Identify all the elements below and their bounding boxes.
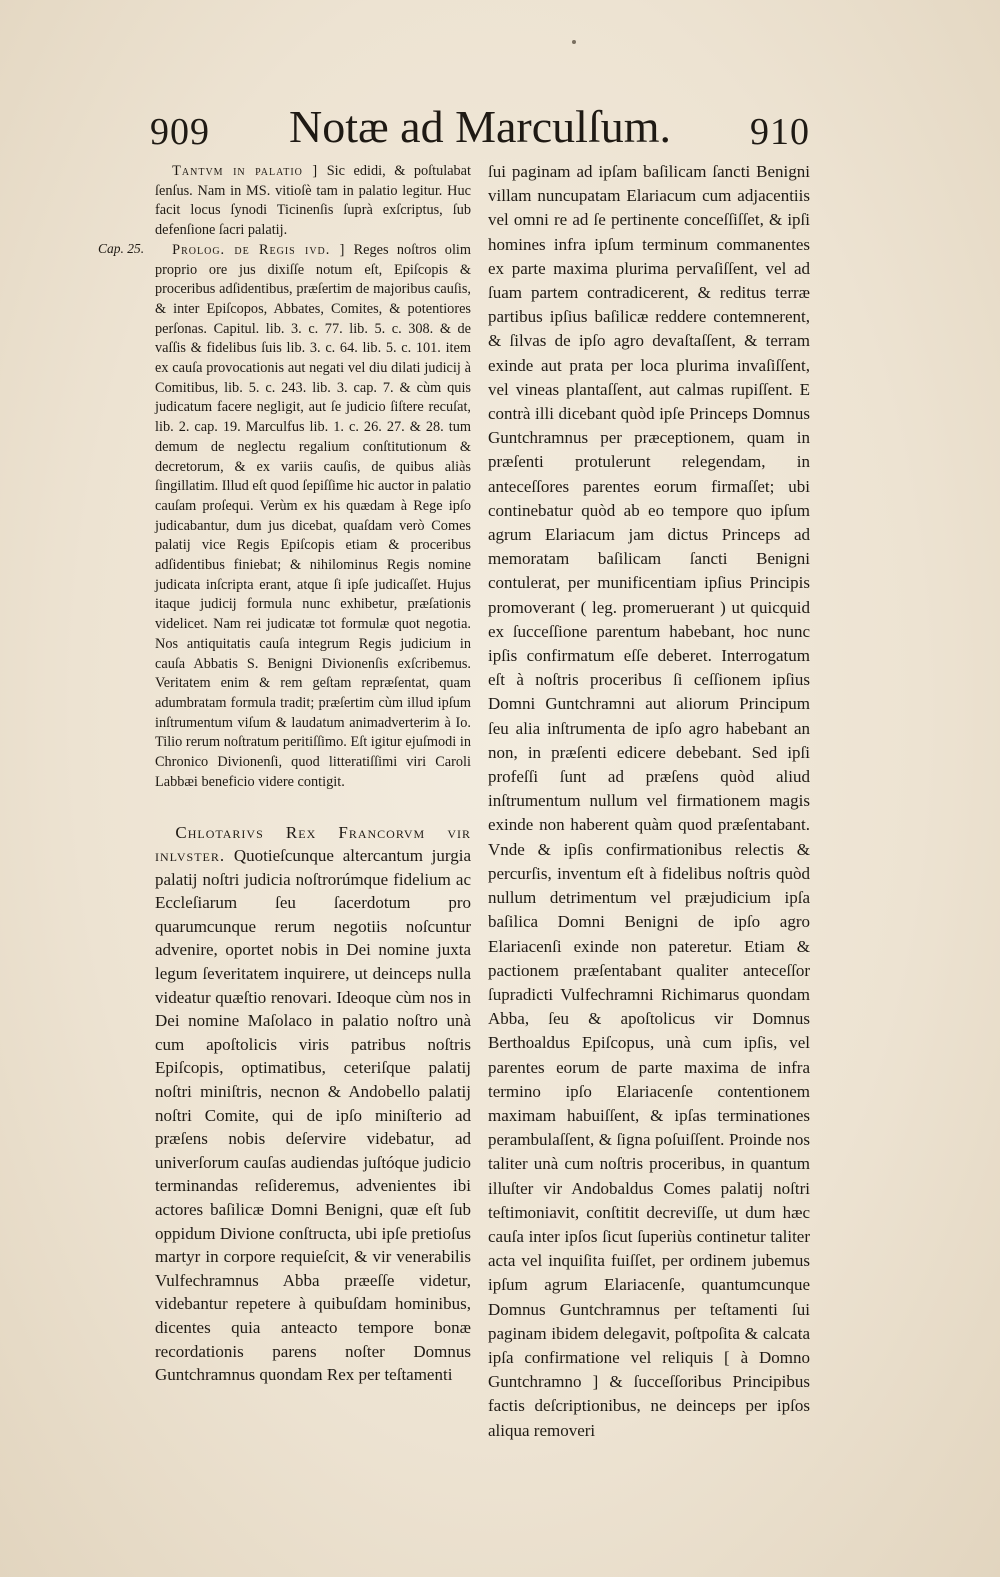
page-number-right: 910 [750,111,810,153]
ink-speck [572,40,576,44]
running-title: Notæ ad Marculſum. [289,101,671,152]
right-column [488,160,810,1443]
left-column [155,162,471,1387]
charter-text [155,821,471,1387]
page-header [150,100,810,160]
charter-continuation: ſui paginam ad ipſam baſilicam ſancti Benigni villam nuncupatam Elariacum cum adjacentiis vel omni re ad ſe pertinente conceſſiſſet, & ipſi homines infra ipſum terminum commanentes ex parte maxima plurima pervaſiſſent, vel ad ſuam partem contradicerent, & reditus terræ partibus ipſius baſilicæ reddere contemnerent, & ſilvas de ipſo agro devaſtaſſent, & terram exinde aut prata per loca plurima invaſiſſent, vel vineas plantaſſent, aut calmas rupiſſent. E contrà illi dicebant quòd ipſe Princeps Domnus Guntchramnus per præceptionem, quam in præſenti protulerunt relegendam, in anteceſſores parentes eorum firmaſſet; ubi continebatur quòd ab eo tempore quo ipſum agrum Elariacum jam dictus Princeps ad memoratam baſilicam ſancti Benigni contulerat, per munificentiam ipſius Principis promoverant ( leg. promeruerant ) ut quicquid ex ſucceſſione parentum habebant, hoc nunc ipſis confirmatum eſſe deberet. Interrogatum eſt à noſtris proceribus ſi ceſſionem ipſius Domni Guntchramni aut aliorum Principum ſeu alia inſtrumenta de ipſo agro habebant an non, in præſenti edicere debebant. Sed ipſi profeſſi ſunt ad præſens quòd aliud inſtrumentum nullum vel firmationem magis exinde non haberent quàm quod præſentabant. Vnde & ipſis confirmationibus relectis & percurſis, inventum eſt à fidelibus noſtris quòd nullum detrimentum vel præjudicium ipſa baſilica Domni Benigni de ipſo agro Elariacenſi exinde non pateretur. Etiam & pactionem præſentabant qualiter anteceſſor ſupradicti Vulfechramni Richimarus quondam Abba, ſeu & apoſtolicus vir Domnus Berthoaldus Epiſcopus, unà cum ipſis, vel parentes eorum de parte maxima de infra termino ipſo Elariacenſe contentionem maximam habuiſſent, & ipſas terminationes perambulaſſent, & ſigna poſuiſſent. Proinde nos taliter unà cum noſtris proceribus, in quantum illuſter vir Andobaldus Comes palatij noſtri teſtimoniavit, conſtitit decreviſſe, ut dum hæc cauſa inter ipſos ſicut ſuperiùs continetur taliter acta vel inquiſita fuiſſet, per ordinem jubemus ipſum agrum Elariacenſe, quantumcunque Domnus Guntchramnus per teſtamenti ſui paginam ibidem delegavit, poſtpoſita & calcata ipſa confirmatione vel reliquis [ à Domno Guntchramno ] & ſucceſſoribus Principibus factis deſcriptionibus, ne deinceps per ipſos aliqua removeri [488,162,810,1440]
note-lemma: Tantvm in palatio ] [172,163,319,179]
annotations [155,162,471,793]
note-paragraph [155,162,471,241]
page-number-left: 909 [150,111,210,153]
note-text: Reges noſtros olim proprio ore jus dixiſſe notum eſt, Epiſcopis & proceribus adſidentibus, præſertim de majoribus cauſis, & inter Epiſcopos, Abbates, Comites, & potentiores perſonas. Capitul. lib. 3. c. 77. lib. 5. c. 308. & de vaſſis & fidelibus ſuis lib. 3. c. 64. lib. 5. c. 101. item ex cauſa provocationis aut negati vel diu dilati judicij à Comitibus, lib. 5. c. 243. lib. 3. cap. 7. & cùm quis judicatum facere negligit, aut ſe judicio ſiſtere recuſat, lib. 2. cap. 19. Marculfus lib. 1. c. 26. 27. & 28. tum demum de neglectu regalium conſtitutionum & decretorum, & ex variis cauſis, de quibus aliàs ſingillatim. Illud eſt quod ſepiſſime hic auctor in palatio cauſam proſequi. Verùm ex his quædam à Rege ipſo judicabantur, dum jus dicebat, quaſdam verò Comes palatij vice Regis Epiſcopis etiam & proceribus adſidentibus finiebat; & nihilominus Regis nomine judicata inſcripta erant, atque ſi ipſe judicaſſet. Hujus itaque judicij formula nunc exhibetur, præſationis videlicet. Nam rei judicatæ tot formulæ quot negotia. Nos antiquitatis cauſa integrum Regis judicium in cauſa Abbatis S. Benigni Divionenſis exſcribemus. Veritatem enim & rem geſtam repræſentat, quam adumbratam formula tradit; præſertim cùm illud ipſum inſtrumentum viſum & laudatum animadverterim à Io. Tilio rerum noſtratum peritiſſimo. Eſt igitur ejuſmodi in Chronico Divionenſi, quod litteratiſſimi viri Caroli Labbæi beneficio videre contigit. [155,241,472,790]
charter-body: Quotieſcunque altercantum jurgia palatij noſtri judicia noſtrorúmque fidelium ac Eccleſiarum ſeu ſacerdotum pro quarumcunque rerum negotiis noſcuntur advenire, oportet nobis in Dei nomine juxta legum ſeveritatem inquirere, ut deinceps nulla videatur quæſtio renovari. Ideoque cùm nos in Dei nomine Maſolaco in palatio noſtro unà cum apoſtolicis viris patribus noſtris Epiſcopis, optimatibus, ceteriſque palatij noſtri miniſtris, necnon & Andobello palatij noſtri Comite, qui de ipſo miniſterio ad præſens nobis deſervire videbatur, ad univerſorum cauſas audiendas juſtóque judicio terminandas reſideremus, advenientes ibi actores baſilicæ Domni Benigni, quæ eſt ſub oppidum Divione conſtructa, ubi ipſe pretioſus martyr in corpore requieſcit, & vir venerabilis Vulfechramnus Abba præeſſe videtur, videbantur repetere à quibuſdam hominibus, dicentes quia anteacto tempore bonæ recordationis parens noſter Domnus Guntchramnus quondam Rex per teſtamenti [155,846,472,1385]
charter-heading: Chlotarivs Rex Francorvm vir inlvster. [155,822,471,866]
note-paragraph [155,241,471,793]
note-lemma: Prolog. de Regis ivd. ] [172,241,346,258]
note-text: Sic edidi, & poſtulabat ſenſus. Nam in MS. vitioſè tam in palatio legitur. Huc facit locus ſynodi Ticinenſis ſuprà exſcriptus, ſub defenſione ſacri palatij. [155,163,472,239]
charter-paragraph [155,821,471,1387]
margin-note: Cap. 25. [98,241,145,256]
